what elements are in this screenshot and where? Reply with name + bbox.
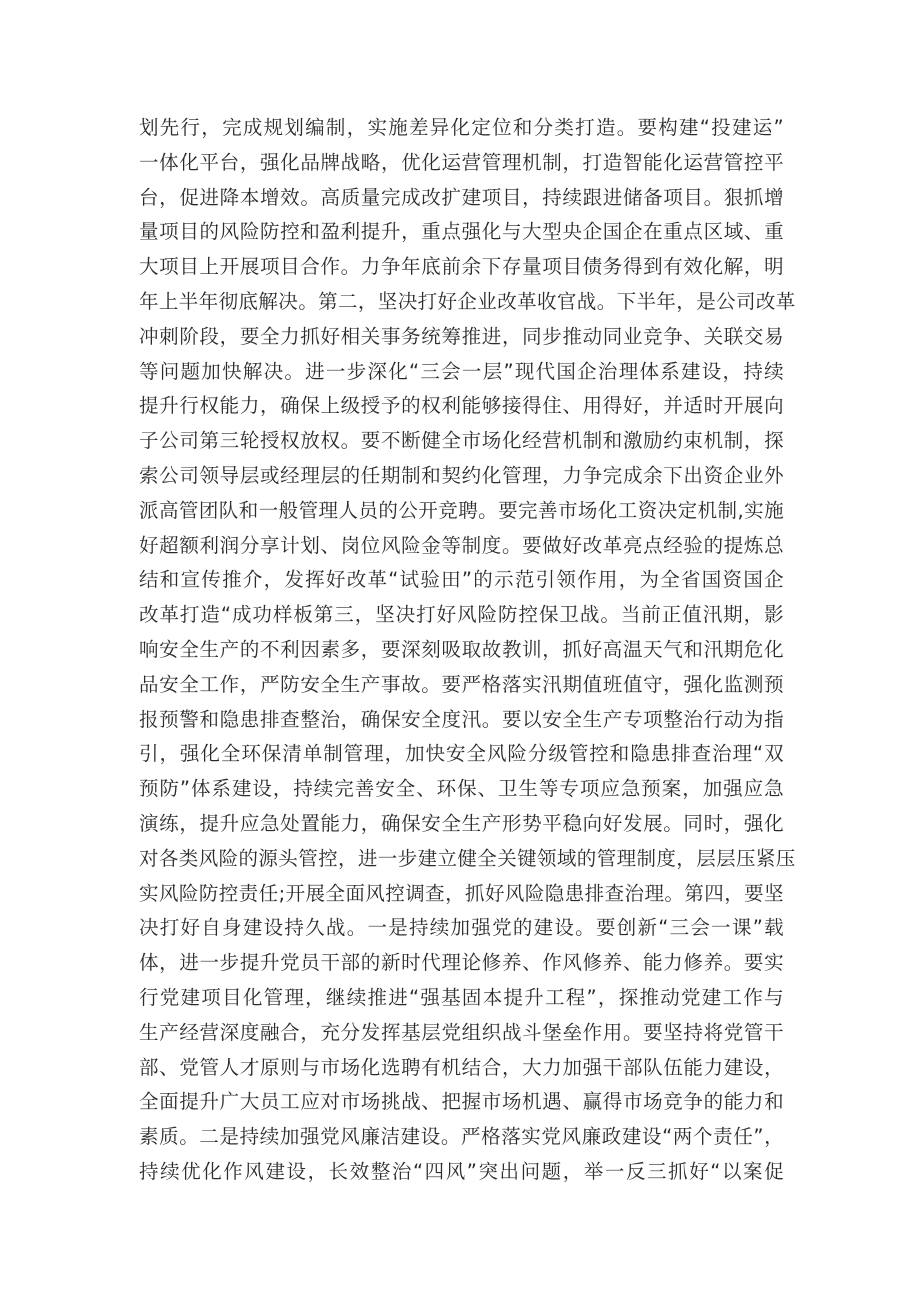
- text-line: 台，促进降本增效。高质量完成改扩建项目，持续跟进储备项目。狠抓增: [139, 185, 784, 209]
- text-line: 部、党管人才原则与市场化选聘有机结合，大力加强干部队伍能力建设，: [139, 1055, 784, 1079]
- text-line: 持续优化作风建设，长效整治“四风”突出问题，举一反三抓好“以案促: [139, 1159, 784, 1183]
- text-line: 提升行权能力，确保上级授予的权利能够接得住、用得好，并适时开展向: [139, 394, 784, 418]
- text-line: 品安全工作，严防安全生产事故。要严格落实汛期值班值守，强化监测预: [139, 672, 784, 696]
- text-line: 素质。二是持续加强党风廉洁建设。严格落实党风廉政建设“两个责任”，: [139, 1125, 784, 1149]
- text-line: 演练，提升应急处置能力，确保安全生产形势平稳向好发展。同时，强化: [139, 811, 784, 835]
- text-line: 划先行，完成规划编制，实施差异化定位和分类打造。要构建“投建运”: [139, 116, 784, 139]
- text-line: 报预警和隐患排查整治，确保安全度汛。要以安全生产专项整治行动为指: [139, 707, 784, 731]
- text-line: 子公司第三轮授权放权。要不断健全市场化经营机制和激励约束机制，探: [139, 429, 784, 453]
- text-line: 体，进一步提升党员干部的新时代理论修养、作风修养、能力修养。要实: [139, 951, 784, 975]
- text-line: 实风险防控责任;开展全面风控调查，抓好风险隐患排查治理。第四，要坚: [139, 881, 784, 905]
- text-line: 派高管团队和一般管理人员的公开竞聘。要完善市场化工资决定机制,实施: [139, 498, 784, 522]
- text-line: 生产经营深度融合，充分发挥基层党组织战斗堡垒作用。要坚持将党管干: [139, 1020, 784, 1044]
- text-line: 对各类风险的源头管控，进一步建立健全关键领域的管理制度，层层压紧压: [139, 846, 796, 870]
- text-line: 索公司领导层或经理层的任期制和契约化管理，力争完成余下出资企业外: [139, 463, 784, 487]
- text-line: 全面提升广大员工应对市场挑战、把握市场机遇、赢得市场竞争的能力和: [139, 1090, 784, 1114]
- text-line: 好超额利润分享计划、岗位风险金等制度。要做好改革亮点经验的提炼总: [139, 533, 784, 557]
- text-line: 行党建项目化管理，继续推进“强基固本提升工程”，探推动党建工作与: [139, 985, 784, 1009]
- text-line: 改革打造“成功样板第三，坚决打好风险防控保卫战。当前正值汛期，影: [139, 603, 784, 627]
- text-line: 冲刺阶段，要全力抓好相关事务统筹推进，同步推动同业竞争、关联交易: [139, 324, 784, 348]
- text-line: 年上半年彻底解决。第二，坚决打好企业改革收官战。下半年，是公司改革: [139, 289, 796, 313]
- text-line: 响安全生产的不利因素多，要深刻吸取故教训，抓好高温天气和汛期危化: [139, 637, 784, 661]
- text-line: 决打好自身建设持久战。一是持续加强党的建设。要创新“三会一课”载: [139, 916, 784, 940]
- text-line: 等问题加快解决。进一步深化“三会一层”现代国企治理体系建设，持续: [139, 359, 784, 383]
- text-line: 一体化平台，强化品牌战略，优化运营管理机制，打造智能化运营管控平: [139, 150, 784, 174]
- text-line: 量项目的风险防控和盈利提升，重点强化与大型央企国企在重点区域、重: [139, 220, 784, 244]
- text-line: 引，强化全环保清单制管理，加快安全风险分级管控和隐患排查治理“双: [139, 742, 784, 766]
- text-line: 大项目上开展项目合作。力争年底前余下存量项目债务得到有效化解，明: [139, 255, 784, 279]
- text-line: 预防”体系建设，持续完善安全、环保、卫生等专项应急预案，加强应急: [139, 777, 784, 801]
- text-line: 结和宣传推介，发挥好改革“试验田”的示范引领作用，为全省国资国企: [139, 568, 784, 592]
- body-paragraph: [139, 111, 796, 1190]
